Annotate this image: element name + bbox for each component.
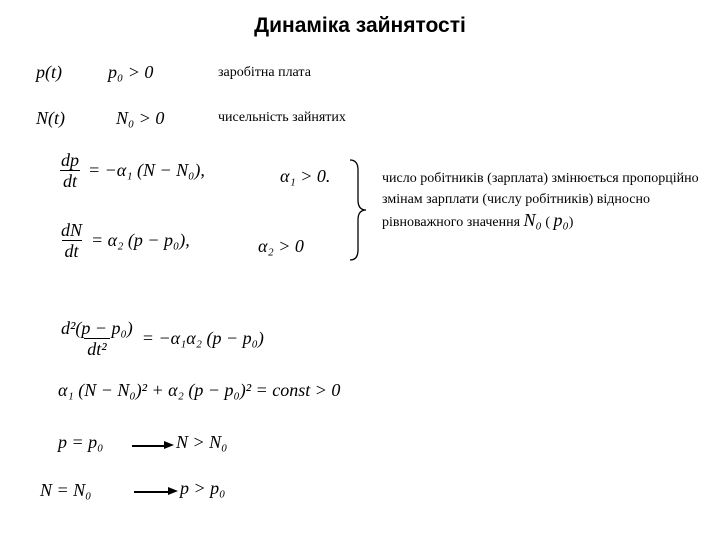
implication-1-premise: p = p₀ (58, 432, 104, 452)
system-explanation: число робітників (зарплата) змінюється пропорційно змінам зарплати (числу робітників) відносно рівноважного значення N₀ ( p₀) (382, 171, 699, 230)
second-order-rhs: = −α₁α₂ (p − p₀) (141, 328, 264, 348)
implication-2-arrow (134, 491, 170, 493)
implication-2-consequence: p > p₀ (180, 478, 226, 498)
second-order-equation (58, 318, 264, 359)
alpha2-condition: α₂ > 0 (258, 236, 304, 256)
wage-dynamics-rhs: = −α₁ (N − N₀), (88, 160, 205, 180)
conserved-quantity: α₁ (N − N₀)² + α₂ (p − p₀)² = const > 0 (58, 380, 341, 400)
implication-1-arrow (132, 445, 166, 447)
wage-dynamics-equation (58, 150, 205, 191)
wage-symbol: p(t) (36, 62, 62, 82)
wage-derivative-fraction: $\frac{dp}{dt}$ (61, 150, 79, 191)
employment-equilibrium-condition: N₀ > 0 (116, 108, 165, 128)
employment-symbol: N(t) (36, 108, 65, 128)
implication-2-premise: N = N₀ (40, 480, 92, 500)
page-title: Динаміка зайнятості (254, 14, 466, 37)
wage-equilibrium-condition: p₀ > 0 (108, 62, 154, 82)
right-brace (346, 158, 372, 262)
second-derivative-fraction: $\frac{\text{d²(p − p₀)}}{\text{dt²}}$ (61, 318, 133, 359)
implication-2-arrowhead (168, 487, 178, 495)
employment-dynamics-equation (58, 220, 190, 261)
wage-label: заробітна плата (218, 65, 311, 80)
employment-label: чисельність зайнятих (218, 110, 346, 125)
employment-derivative-fraction: $\frac{dN}{dt}$ (61, 220, 83, 261)
implication-1-consequence: N > N₀ (176, 432, 228, 452)
implication-1-arrowhead (164, 441, 174, 449)
employment-dynamics-rhs: = α₂ (p − p₀), (91, 230, 190, 250)
alpha1-condition: α₁ > 0. (280, 166, 331, 186)
